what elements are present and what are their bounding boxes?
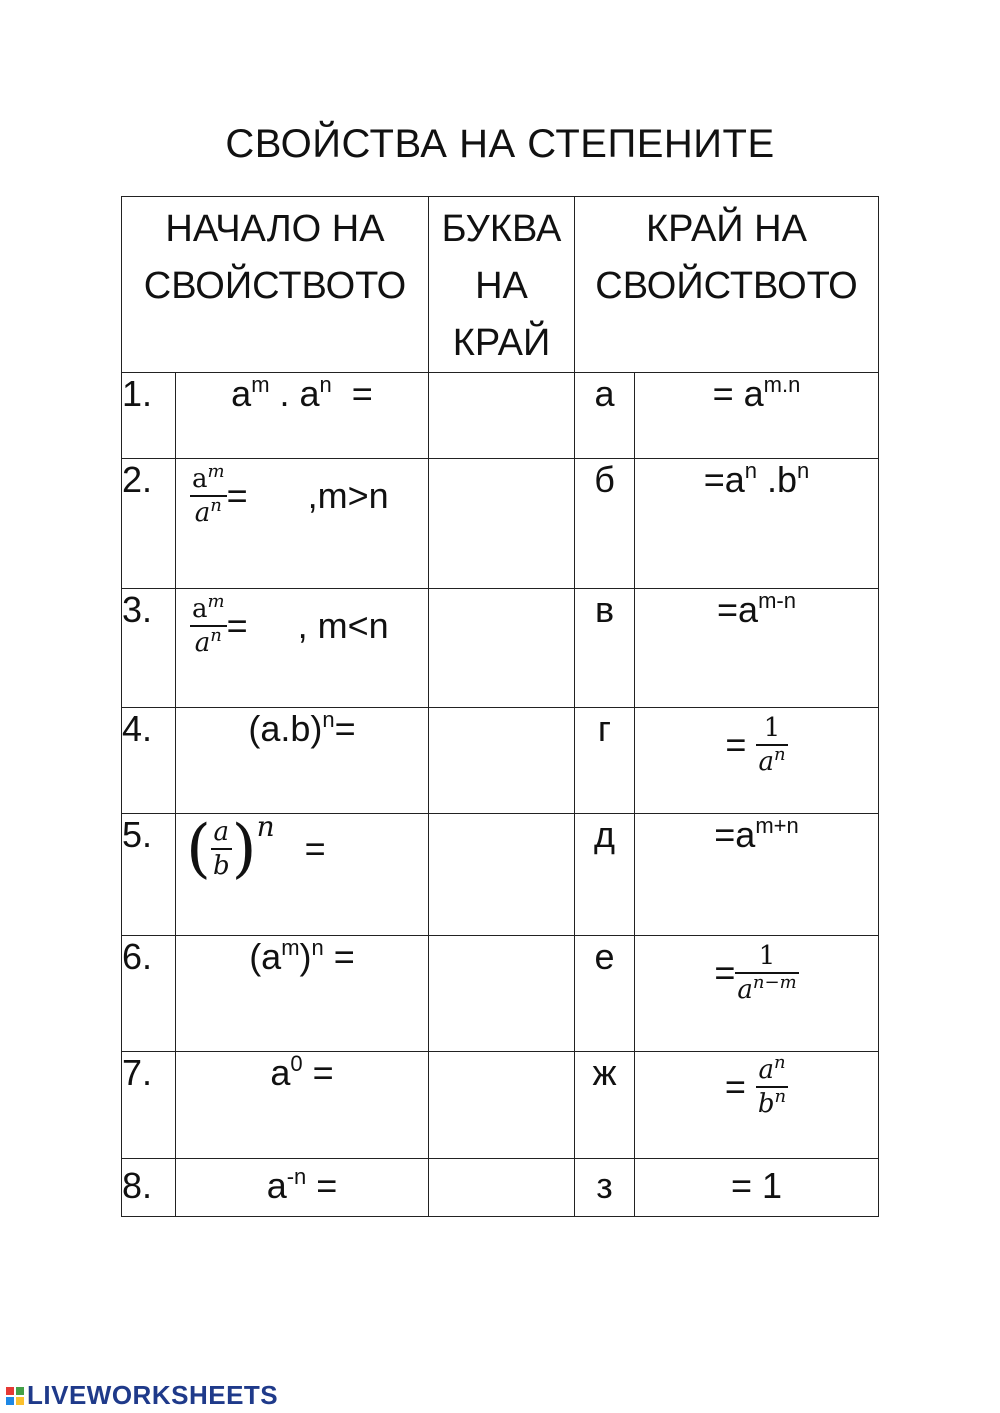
row-number: 1. — [122, 373, 176, 459]
properties-table — [121, 196, 879, 1217]
logo-icon — [6, 1387, 24, 1405]
fraction: $\frac{a^m}{a^n}$ — [192, 461, 225, 528]
fraction: $\frac{a^m}{a^n}$ — [192, 591, 225, 658]
row-number: 5. — [122, 814, 176, 936]
row-number: 8. — [122, 1159, 176, 1217]
property-end: $=a^{m+n}$ — [635, 814, 879, 936]
property-start: $(a.b)^n=$ — [176, 708, 429, 814]
table-row — [122, 708, 879, 814]
property-start: ( $\frac{a}{b}$ )n = — [176, 814, 429, 936]
property-start: $\frac{a^m}{a^n}$ = , m<n — [176, 589, 429, 708]
end-letter: б — [575, 459, 635, 589]
header-end: КРАЙ НА СВОЙСТВОТО — [575, 197, 879, 373]
end-letter: а — [575, 373, 635, 459]
answer-slot[interactable] — [429, 589, 575, 708]
fraction: $\frac{a^n}{b^n}$ — [757, 1052, 787, 1119]
end-letter: г — [575, 708, 635, 814]
answer-slot[interactable] — [429, 708, 575, 814]
property-end: = $\frac{1}{a^n}$ — [635, 708, 879, 814]
property-end: = $\frac{a^n}{b^n}$ — [635, 1052, 879, 1159]
property-end: $=a^n$ $.b^n$ — [635, 459, 879, 589]
end-letter: ж — [575, 1052, 635, 1159]
brand-logo — [6, 1380, 278, 1411]
header-start: НАЧАЛО НА СВОЙСТВОТО — [122, 197, 429, 373]
row-number: 4. — [122, 708, 176, 814]
row-number: 7. — [122, 1052, 176, 1159]
fraction: $\frac{1}{a^n}$ — [758, 713, 786, 777]
table-row — [122, 814, 879, 936]
table-row — [122, 459, 879, 589]
end-letter: д — [575, 814, 635, 936]
end-letter: в — [575, 589, 635, 708]
property-start: $\frac{a^m}{a^n}$ = ,m>n — [176, 459, 429, 589]
answer-slot[interactable] — [429, 373, 575, 459]
fraction: $\frac{a}{b}$ — [212, 817, 230, 881]
answer-slot[interactable] — [429, 814, 575, 936]
end-letter: е — [575, 936, 635, 1052]
row-number: 2. — [122, 459, 176, 589]
end-letter: з — [575, 1159, 635, 1217]
answer-slot[interactable] — [429, 936, 575, 1052]
brand-name: LIVEWORKSHEETS — [27, 1380, 279, 1410]
property-start: $(a^m)^n$ = — [176, 936, 429, 1052]
header-row — [122, 197, 879, 373]
property-start: $a^m$ . $a^n$ = — [176, 373, 429, 459]
fraction: $\frac{1}{a^{n-m}}$ — [737, 941, 797, 1005]
property-start: $a^0$ = — [176, 1052, 429, 1159]
table-row — [122, 589, 879, 708]
table-row — [122, 373, 879, 459]
table-row — [122, 1052, 879, 1159]
table-row — [122, 1159, 879, 1217]
property-end: = $a^{m.n}$ — [635, 373, 879, 459]
property-end: $=a^{m-n}$ — [635, 589, 879, 708]
answer-slot[interactable] — [429, 1052, 575, 1159]
page-title: СВОЙСТВА НА СТЕПЕНИТЕ — [225, 122, 775, 166]
table-row — [122, 936, 879, 1052]
row-number: 6. — [122, 936, 176, 1052]
answer-slot[interactable] — [429, 1159, 575, 1217]
row-number: 3. — [122, 589, 176, 708]
property-end: = $\frac{1}{a^{n-m}}$ — [635, 936, 879, 1052]
answer-slot[interactable] — [429, 459, 575, 589]
header-letter: БУКВА НА КРАЙ — [429, 197, 575, 373]
property-start: $a^{-n}$ = — [176, 1159, 429, 1217]
property-end: = 1 — [635, 1159, 879, 1217]
